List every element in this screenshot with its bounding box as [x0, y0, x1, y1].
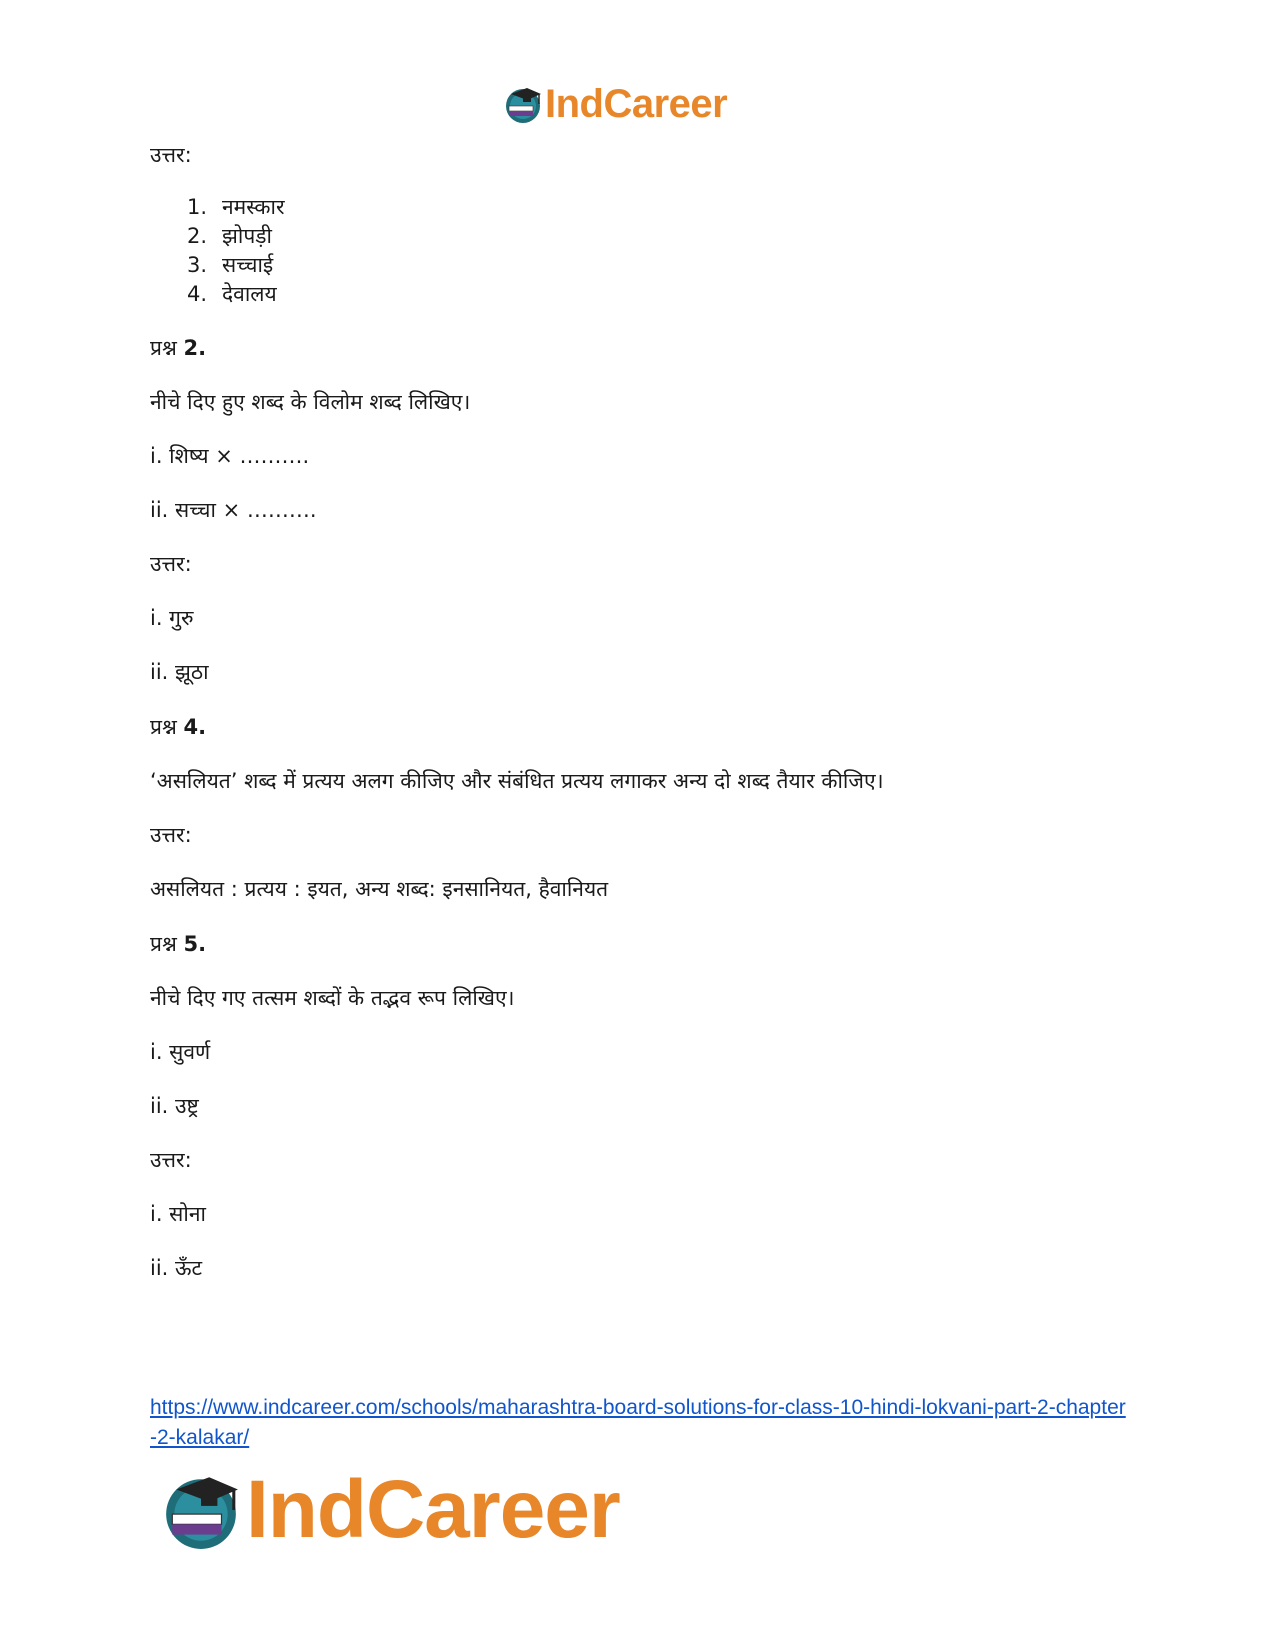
answer-item: i. गुरु — [150, 606, 194, 630]
graduation-cap-globe-icon — [160, 1469, 242, 1551]
question-text: ‘असलियत’ शब्द में प्रत्यय अलग कीजिए और संबंधित प्रत्यय लगाकर अन्य दो शब्द तैयार कीजिए। — [150, 769, 884, 793]
footer-logo — [160, 1465, 620, 1555]
answer-item: ii. झूठा — [150, 660, 209, 684]
question-heading: प्रश्न 5. — [150, 932, 207, 956]
footer-logo-text: IndCareer — [246, 1464, 620, 1555]
answer-label: उत्तर: — [150, 552, 192, 576]
answer-label: उत्तर: — [150, 143, 192, 167]
question-heading: प्रश्न 4. — [150, 715, 207, 739]
answer-item: i. सोना — [150, 1202, 206, 1226]
answer-label: उत्तर: — [150, 1148, 192, 1172]
list-item: 1. नमस्कार — [187, 195, 285, 219]
header-logo-text: IndCareer — [545, 82, 728, 126]
answer-label: उत्तर: — [150, 823, 192, 847]
graduation-cap-globe-icon — [503, 84, 543, 124]
source-link[interactable]: https://www.indcareer.com/schools/maharashtra-board-solutions-for-class-10-hindi-lokvani-part-2-chapter-2-kalakar/ — [150, 1396, 1126, 1449]
list-item: 2. झोपड़ी — [187, 224, 272, 248]
list-item: 4. देवालय — [187, 282, 277, 306]
question-item: i. शिष्य × ………. — [150, 444, 310, 468]
question-heading: प्रश्न 2. — [150, 336, 207, 360]
question-item: i. सुवर्ण — [150, 1040, 211, 1064]
question-text: नीचे दिए हुए शब्द के विलोम शब्द लिखिए। — [150, 390, 471, 414]
list-item: 3. सच्चाई — [187, 253, 274, 277]
question-item: ii. उष्ट्र — [150, 1094, 199, 1118]
question-text: नीचे दिए गए तत्सम शब्दों के तद्भव रूप लिखिए। — [150, 986, 515, 1010]
question-item: ii. सच्चा × ………. — [150, 498, 317, 522]
answer-text: असलियत : प्रत्यय : इयत, अन्य शब्द: इनसानियत, हैवानियत — [150, 877, 609, 901]
header-logo — [503, 80, 727, 128]
answer-item: ii. ऊँट — [150, 1256, 203, 1280]
